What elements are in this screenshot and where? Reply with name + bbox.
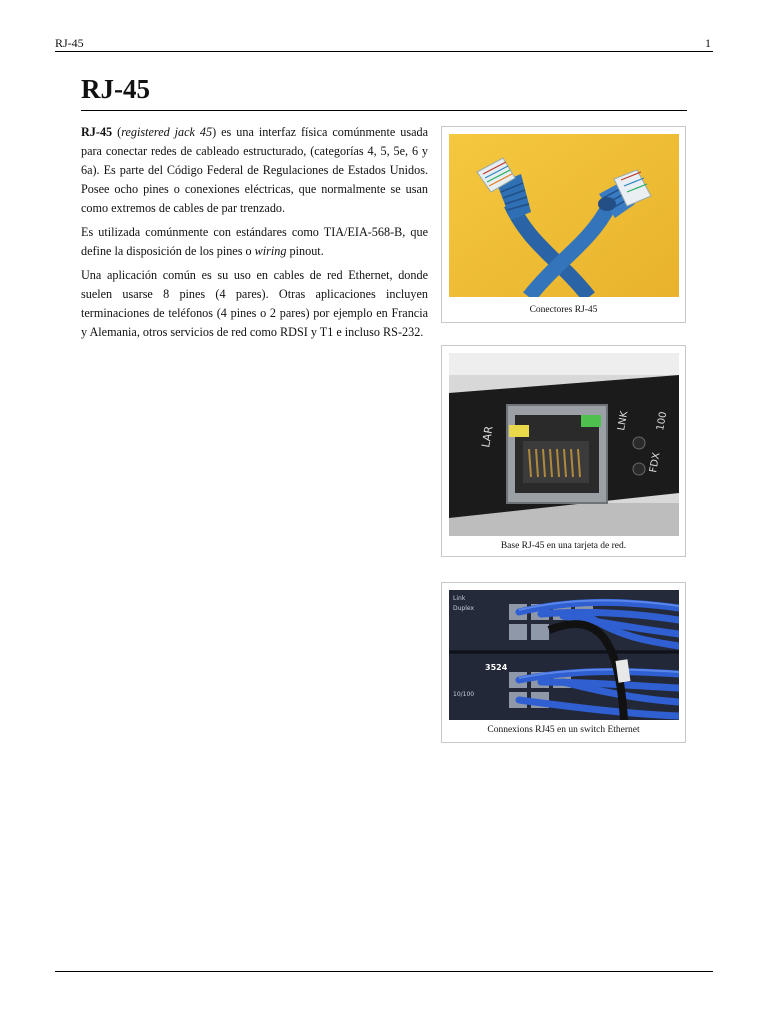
network-card-photo bbox=[449, 353, 679, 536]
paragraph-applications: Una aplicación común es su uso en cables de red Ethernet, donde suelen usarse 8 pines (4 pares). Otras aplicaciones incluyen terminaciones de teléfonos (4 pines o 2 pares) por ejemplo en Francia y Alemania, otros servicios de red como RDSI y T1 e incluso RS-232. bbox=[81, 268, 428, 339]
header-rule bbox=[55, 51, 713, 52]
label-fdx: FDX bbox=[648, 451, 663, 474]
running-header bbox=[55, 36, 713, 50]
article-body bbox=[81, 123, 428, 347]
term-italic: registered jack 45 bbox=[121, 125, 213, 139]
footer-rule bbox=[55, 971, 713, 972]
label-lnk: LNK bbox=[616, 410, 631, 432]
wiring-italic: wiring bbox=[254, 244, 287, 258]
label-lar: LAR bbox=[479, 425, 496, 449]
label-speed: 10/100 bbox=[453, 691, 475, 698]
article-title: RJ-45 bbox=[81, 74, 150, 104]
paragraph-standards: Es utilizada comúnmente con estándares como TIA/EIA-568-B, que define la disposición de los pines o wiring pinout. bbox=[81, 225, 428, 258]
label-duplex: Duplex bbox=[453, 605, 475, 612]
paragraph-intro: RJ-45 (registered jack 45) es una interfaz física comúnmente usada para conectar redes de cableado estructurado, (categorías 4, 5, 5e, 6 y 6a). Es parte del Código Federal de Regulaciones de Estados Unidos. Posee ocho pines o conexiones eléctricas, que normalmente se usan como extremos de cables de par trenzado. bbox=[81, 125, 429, 215]
figure-connectors bbox=[441, 126, 686, 323]
figure-caption: Conectores RJ-45 bbox=[529, 305, 598, 315]
term-bold: RJ-45 bbox=[81, 125, 113, 139]
figure-switch bbox=[441, 582, 686, 743]
connectors-photo bbox=[449, 134, 679, 297]
figure-caption: Base RJ-45 en una tarjeta de red. bbox=[500, 541, 627, 551]
running-title: RJ-45 bbox=[55, 36, 84, 50]
figure-network-card bbox=[441, 345, 686, 557]
label-link: Link bbox=[453, 595, 466, 602]
label-model: 3524 bbox=[485, 663, 508, 672]
switch-photo bbox=[449, 590, 679, 720]
label-100: 100 bbox=[655, 410, 670, 432]
page-number: 1 bbox=[705, 36, 711, 50]
figure-caption: Connexions RJ45 en un switch Ethernet bbox=[487, 725, 640, 735]
title-rule bbox=[81, 110, 687, 111]
